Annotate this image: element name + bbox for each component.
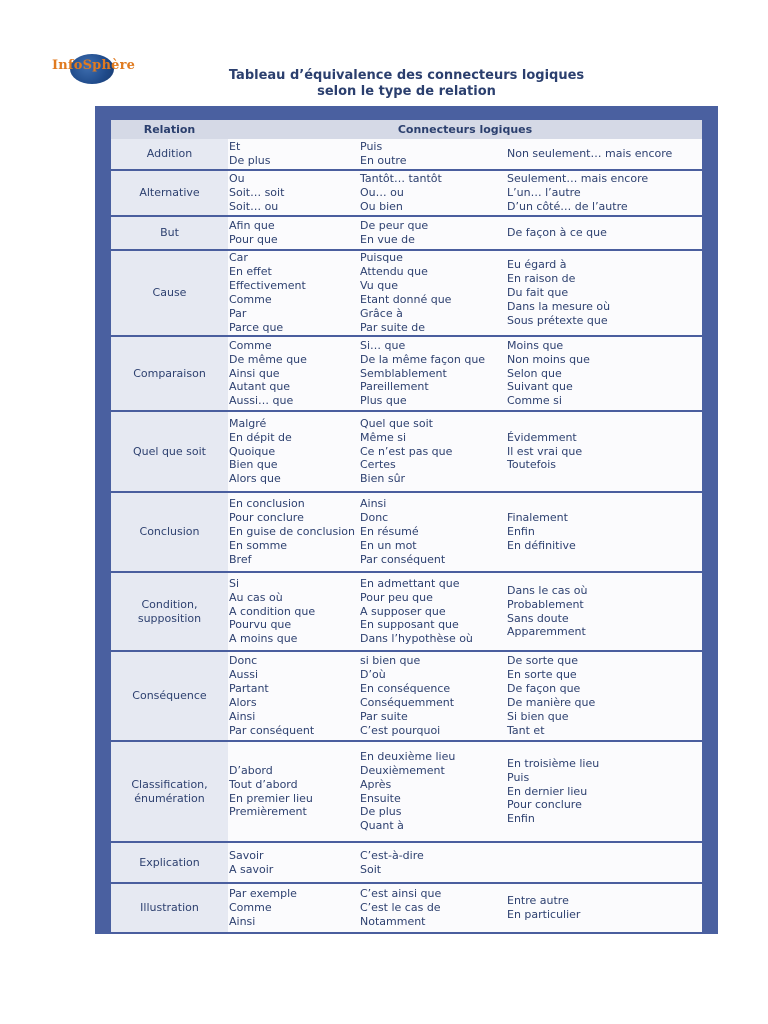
connector-cell-2 bbox=[359, 493, 507, 571]
relation-cell bbox=[111, 217, 228, 249]
connector-item: Finalement bbox=[507, 511, 568, 525]
connector-item: En guise de conclusion bbox=[229, 525, 355, 539]
connector-item: En effet bbox=[229, 265, 272, 279]
connector-cell-2 bbox=[359, 742, 507, 841]
connector-item: Ou bbox=[229, 172, 245, 186]
connector-item: Puis bbox=[507, 770, 530, 784]
connector-item: Du fait que bbox=[507, 286, 569, 300]
connector-item: En dépit de bbox=[229, 430, 292, 444]
connector-cell-1 bbox=[228, 171, 359, 215]
connector-item: Suivant que bbox=[507, 380, 573, 394]
relation-cell bbox=[111, 412, 228, 491]
connector-item: Même si bbox=[360, 430, 407, 444]
connector-item: Certes bbox=[360, 458, 396, 472]
connector-cell-2 bbox=[359, 139, 507, 169]
connector-item: Premièrement bbox=[229, 805, 307, 819]
connector-item: Par suite bbox=[360, 709, 408, 723]
relation-label: supposition bbox=[137, 611, 202, 625]
connector-item: Parce que bbox=[229, 320, 284, 334]
connector-cell-1 bbox=[228, 884, 359, 932]
connector-item: En résumé bbox=[360, 525, 419, 539]
connector-item: Deuxièmement bbox=[360, 763, 445, 777]
relation-label: Explication bbox=[139, 855, 200, 869]
connector-item: Entre autre bbox=[507, 894, 569, 908]
connector-cell-2 bbox=[359, 573, 507, 650]
connector-item: Selon que bbox=[507, 366, 562, 380]
connector-item: Sans doute bbox=[507, 611, 569, 625]
connector-item: Apparemment bbox=[507, 625, 586, 639]
connector-item: Alors que bbox=[229, 472, 281, 486]
connector-item: Vu que bbox=[360, 279, 398, 293]
connector-item: Bien sûr bbox=[360, 472, 406, 486]
connector-item: Ou… ou bbox=[360, 186, 404, 200]
connector-item: Probablement bbox=[507, 597, 584, 611]
connector-item: Par exemple bbox=[229, 887, 297, 901]
connector-item: Malgré bbox=[229, 416, 267, 430]
connector-item: L’un… l’autre bbox=[507, 186, 581, 200]
connector-item: Enfin bbox=[507, 812, 535, 826]
connector-cell-3 bbox=[507, 742, 702, 841]
connector-item: En somme bbox=[229, 538, 288, 552]
connector-item: En admettant que bbox=[360, 576, 460, 590]
connector-cell-1 bbox=[228, 493, 359, 571]
table-body bbox=[111, 139, 702, 934]
logo-text: InfoSphère bbox=[52, 58, 136, 73]
relation-label: énumération bbox=[134, 791, 205, 805]
connector-cell-1 bbox=[228, 573, 359, 650]
connector-cell-2 bbox=[359, 171, 507, 215]
connector-item: Dans l’hypothèse où bbox=[360, 632, 473, 646]
connector-item: Ainsi bbox=[229, 709, 256, 723]
connector-item: A condition que bbox=[229, 604, 316, 618]
connector-item: Puisque bbox=[360, 251, 403, 265]
connector-item: A savoir bbox=[229, 862, 274, 876]
connector-cell-3 bbox=[507, 217, 702, 249]
relation-cell bbox=[111, 139, 228, 169]
connector-item: En vue de bbox=[360, 233, 415, 246]
relation-cell bbox=[111, 884, 228, 932]
connector-item: Etant donné que bbox=[360, 293, 452, 306]
connector-cell-1 bbox=[228, 843, 359, 882]
relation-cell bbox=[111, 843, 228, 882]
connector-item: Attendu que bbox=[360, 265, 428, 279]
connector-cell-3 bbox=[507, 843, 702, 882]
relation-label: Classification, bbox=[131, 777, 208, 791]
connector-item: Alors bbox=[229, 696, 257, 709]
connector-item: En raison de bbox=[507, 272, 576, 286]
connector-item: De plus bbox=[229, 154, 271, 167]
connector-item: Pour conclure bbox=[229, 511, 304, 525]
connector-cell-3 bbox=[507, 139, 702, 169]
connector-item: C’est pourquoi bbox=[360, 723, 441, 737]
connector-item: Dans le cas où bbox=[507, 583, 588, 597]
connector-item: De plus bbox=[360, 805, 402, 819]
connector-item: Ainsi que bbox=[229, 366, 280, 380]
title-line-2: selon le type de relation bbox=[317, 84, 496, 99]
connector-item: A moins que bbox=[229, 632, 298, 646]
connector-item: De façon que bbox=[507, 682, 581, 696]
connector-item: Bien que bbox=[229, 458, 278, 472]
header-connecteurs: Connecteurs logiques bbox=[397, 123, 533, 136]
connector-cell-3 bbox=[507, 412, 702, 491]
relation-label: Conclusion bbox=[139, 525, 200, 538]
connector-item: Par conséquent bbox=[229, 723, 315, 737]
table-row bbox=[111, 251, 702, 337]
table-header bbox=[111, 120, 702, 139]
connector-item: Dans la mesure où bbox=[507, 299, 611, 313]
connectors-table bbox=[111, 120, 702, 934]
connector-item: Afin que bbox=[229, 219, 275, 233]
connector-item: Au cas où bbox=[229, 590, 283, 604]
connector-item: Si bien que bbox=[507, 709, 569, 723]
relation-label: Quel que soit bbox=[133, 444, 206, 458]
connector-item: Soit bbox=[360, 862, 382, 876]
connector-item: De façon à ce que bbox=[507, 226, 607, 240]
connector-item: De manière que bbox=[507, 696, 596, 709]
connector-item: Ou bien bbox=[360, 199, 403, 213]
connector-item: De peur que bbox=[360, 219, 429, 233]
connector-cell-1 bbox=[228, 251, 359, 335]
connector-item: Comme bbox=[229, 293, 272, 306]
relation-label: Addition bbox=[146, 147, 193, 160]
connector-item: Aussi… que bbox=[229, 394, 294, 408]
connector-item: Ainsi bbox=[229, 914, 256, 928]
relation-cell bbox=[111, 251, 228, 335]
connector-item: En outre bbox=[360, 154, 407, 167]
connector-item: Après bbox=[360, 777, 392, 791]
connector-cell-3 bbox=[507, 573, 702, 650]
connector-item: Soit… ou bbox=[229, 199, 279, 213]
table-row bbox=[111, 412, 702, 493]
connector-item: Savoir bbox=[229, 848, 264, 862]
connector-item: C’est-à-dire bbox=[360, 848, 424, 862]
connector-item: Puis bbox=[360, 140, 383, 154]
connector-item: Quel que soit bbox=[360, 416, 433, 430]
connector-item: Aussi bbox=[229, 668, 259, 682]
table-row bbox=[111, 652, 702, 742]
connector-item: Comme bbox=[229, 338, 272, 352]
connector-item: En sorte que bbox=[507, 668, 577, 682]
connector-cell-2 bbox=[359, 251, 507, 335]
connector-cell-1 bbox=[228, 337, 359, 410]
relation-cell bbox=[111, 493, 228, 571]
connector-item: Pour que bbox=[229, 233, 278, 246]
connector-cell-2 bbox=[359, 652, 507, 740]
table-row bbox=[111, 843, 702, 884]
page-title bbox=[0, 68, 768, 100]
relation-label: Illustration bbox=[140, 901, 199, 914]
connector-item: Seulement… mais encore bbox=[507, 172, 649, 186]
connector-item: Ce n’est pas que bbox=[360, 444, 453, 458]
connector-item: Ensuite bbox=[360, 791, 401, 805]
table-row bbox=[111, 742, 702, 843]
connector-item: Ainsi bbox=[360, 497, 387, 511]
connector-item: Toutefois bbox=[507, 458, 557, 472]
connector-item: De sorte que bbox=[507, 654, 579, 668]
connector-item: En conséquence bbox=[360, 682, 451, 696]
connector-cell-1 bbox=[228, 652, 359, 740]
connector-item: Tout d’abord bbox=[229, 777, 298, 791]
connector-cell-1 bbox=[228, 412, 359, 491]
connector-item: Il est vrai que bbox=[507, 444, 583, 458]
connector-item: Non seulement… mais encore bbox=[507, 147, 673, 161]
connector-item: A supposer que bbox=[360, 604, 446, 618]
connector-item: Donc bbox=[229, 654, 258, 668]
connector-item: Soit… soit bbox=[229, 186, 285, 200]
connector-item: Pour peu que bbox=[360, 590, 433, 604]
connector-item: si bien que bbox=[360, 654, 421, 668]
connector-item: En premier lieu bbox=[229, 791, 313, 805]
relation-label: Alternative bbox=[139, 186, 200, 199]
connector-item: Plus que bbox=[360, 394, 407, 408]
connector-item: Tantôt… tantôt bbox=[360, 172, 442, 186]
connector-cell-3 bbox=[507, 251, 702, 335]
connector-item: Autant que bbox=[229, 380, 291, 394]
connector-item: Comme si bbox=[507, 394, 562, 408]
connector-item: En particulier bbox=[507, 908, 581, 921]
table-row bbox=[111, 493, 702, 573]
table-row bbox=[111, 884, 702, 934]
connector-item: Semblablement bbox=[360, 366, 447, 380]
connector-item: Grâce à bbox=[360, 306, 403, 320]
relation-label: Cause bbox=[152, 286, 187, 299]
connector-cell-3 bbox=[507, 171, 702, 215]
connector-cell-1 bbox=[228, 139, 359, 169]
connector-cell-1 bbox=[228, 742, 359, 841]
connector-cell-2 bbox=[359, 412, 507, 491]
table-row bbox=[111, 217, 702, 251]
connector-item: Effectivement bbox=[229, 279, 306, 293]
connector-item: Bref bbox=[229, 552, 252, 566]
connector-item: Notamment bbox=[360, 914, 426, 928]
connector-cell-1 bbox=[228, 217, 359, 249]
connector-cell-3 bbox=[507, 884, 702, 932]
connector-item: C’est ainsi que bbox=[360, 887, 442, 901]
connector-cell-3 bbox=[507, 493, 702, 571]
connector-item: C’est le cas de bbox=[360, 901, 441, 915]
relation-cell bbox=[111, 573, 228, 650]
connector-item: Tant et bbox=[507, 723, 545, 737]
connector-item: Quant à bbox=[360, 819, 404, 833]
table-row bbox=[111, 337, 702, 412]
connector-item: Car bbox=[229, 251, 248, 265]
relation-cell bbox=[111, 171, 228, 215]
connector-item: Évidemment bbox=[507, 430, 577, 444]
connector-item: Comme bbox=[229, 901, 272, 915]
relation-label: Condition, bbox=[141, 597, 198, 611]
connector-item: D’un côté… de l’autre bbox=[507, 199, 628, 213]
relation-label: But bbox=[160, 226, 179, 239]
connector-item: Si bbox=[229, 576, 240, 590]
connector-item: En supposant que bbox=[360, 618, 459, 632]
connector-item: Par suite de bbox=[360, 320, 425, 334]
relation-label: Conséquence bbox=[132, 689, 207, 702]
connector-item: Enfin bbox=[507, 525, 535, 539]
connector-cell-2 bbox=[359, 884, 507, 932]
connector-item: Moins que bbox=[507, 338, 564, 352]
connector-item: En troisième lieu bbox=[507, 756, 600, 770]
connector-item: En conclusion bbox=[229, 497, 305, 511]
connector-item: Non moins que bbox=[507, 352, 590, 366]
connector-cell-2 bbox=[359, 217, 507, 249]
connector-item: Conséquemment bbox=[360, 696, 455, 709]
table-row bbox=[111, 139, 702, 171]
connector-item: Pourvu que bbox=[229, 618, 292, 632]
connector-cell-3 bbox=[507, 337, 702, 410]
relation-cell bbox=[111, 742, 228, 841]
connector-item: En un mot bbox=[360, 538, 417, 552]
connector-item: Par bbox=[229, 306, 247, 320]
connector-item: Donc bbox=[360, 511, 389, 525]
table-row bbox=[111, 171, 702, 217]
connector-item: Partant bbox=[229, 682, 269, 696]
table-row bbox=[111, 573, 702, 652]
connector-item: D’où bbox=[360, 668, 386, 682]
relation-cell bbox=[111, 337, 228, 410]
connector-item: En définitive bbox=[507, 538, 576, 552]
connector-cell-3 bbox=[507, 652, 702, 740]
connector-item: Pour conclure bbox=[507, 798, 582, 812]
relation-cell bbox=[111, 652, 228, 740]
connector-item: D’abord bbox=[229, 763, 273, 777]
connector-cell-2 bbox=[359, 843, 507, 882]
connector-item: Par conséquent bbox=[360, 552, 446, 566]
header-relation: Relation bbox=[143, 123, 196, 136]
connector-item: Eu égard à bbox=[507, 258, 567, 272]
connector-item: De même que bbox=[229, 352, 307, 366]
relation-label: Comparaison bbox=[133, 366, 206, 380]
connector-cell-2 bbox=[359, 337, 507, 410]
connector-item: Pareillement bbox=[360, 380, 429, 394]
connector-item: De la même façon que bbox=[360, 352, 486, 366]
connector-item: Quoique bbox=[229, 444, 276, 458]
connector-item: En dernier lieu bbox=[507, 784, 588, 798]
connector-item: Sous prétexte que bbox=[507, 313, 608, 327]
title-line-1: Tableau d’équivalence des connecteurs logiques bbox=[228, 68, 585, 83]
connector-item: En deuxième lieu bbox=[360, 749, 456, 763]
connector-item: Et bbox=[229, 140, 241, 154]
connector-item: Si… que bbox=[360, 338, 406, 352]
